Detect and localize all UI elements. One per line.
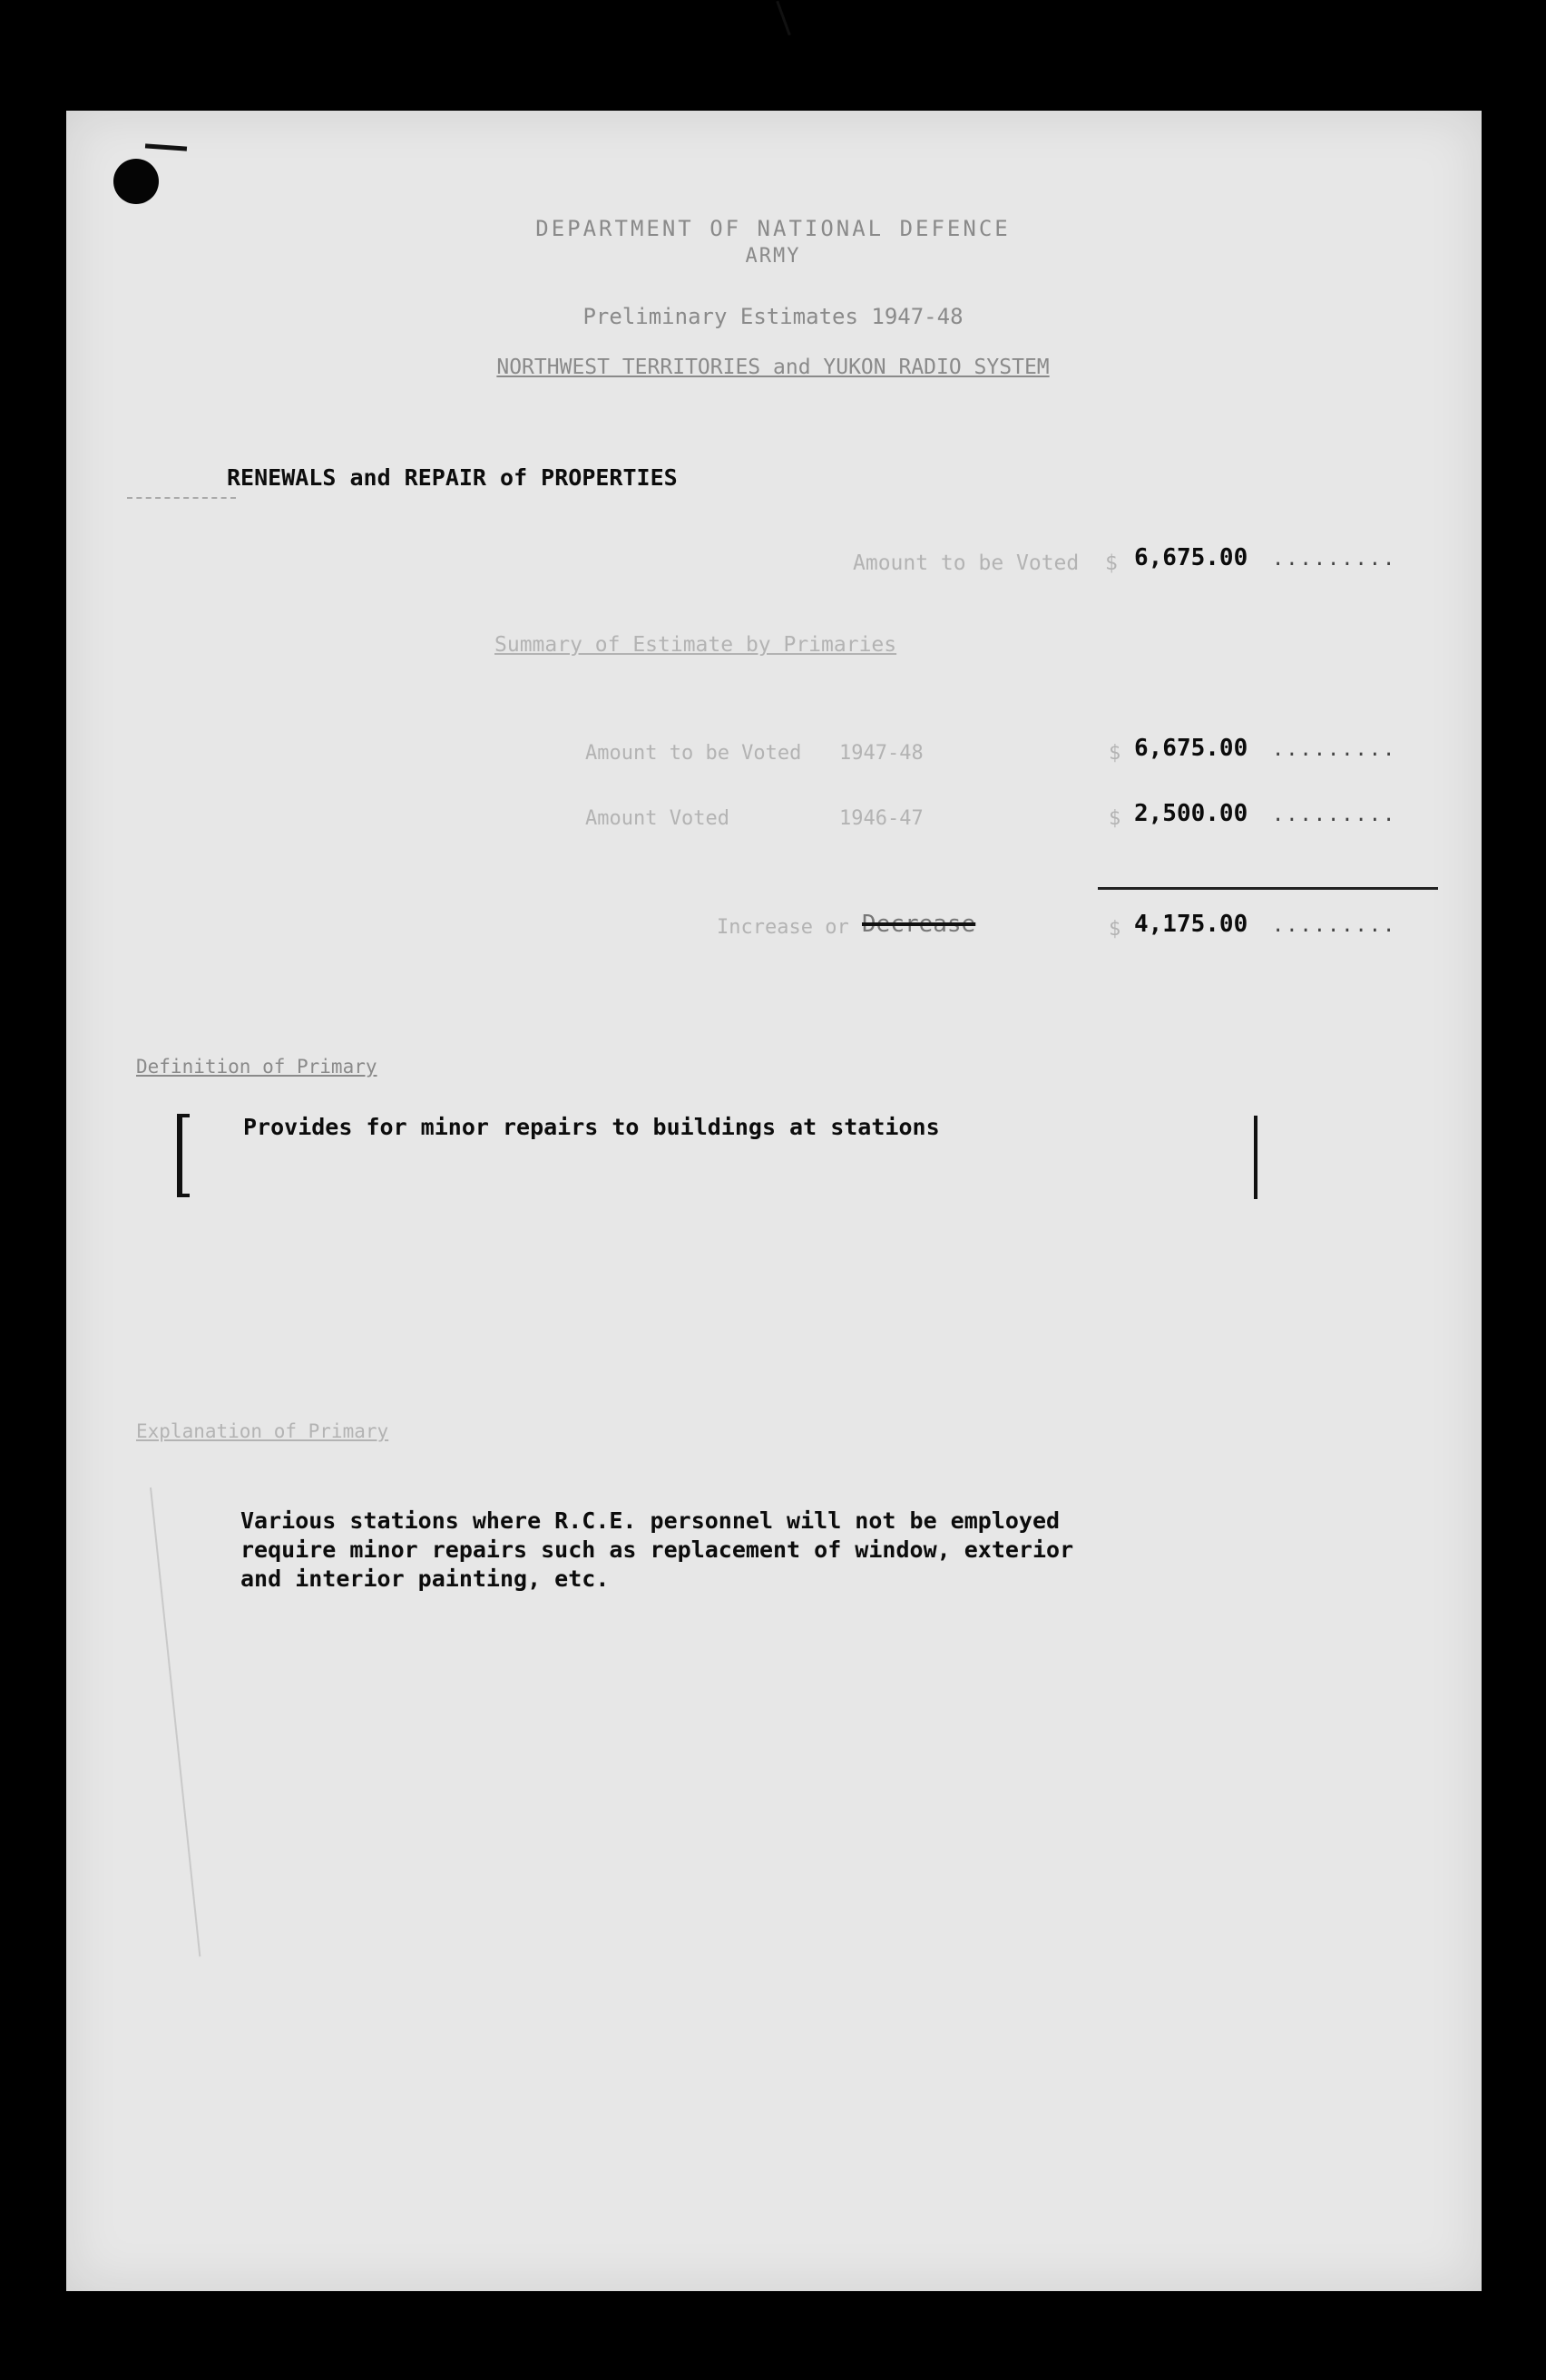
increase-value: 4,175.00 <box>1134 911 1248 938</box>
summary-heading: Summary of Estimate by Primaries <box>494 633 897 657</box>
section-title: RENEWALS and REPAIR of PROPERTIES <box>227 464 678 491</box>
increase-label: Increase or <box>717 916 849 939</box>
leader-dots: ......... <box>1272 914 1397 937</box>
left-bracket-bottom <box>177 1194 190 1197</box>
definition-text: Provides for minor repairs to buildings at stations <box>243 1114 940 1140</box>
summary-row-currency: $ <box>1109 742 1121 765</box>
definition-heading: Definition of Primary <box>136 1056 377 1078</box>
explanation-heading: Explanation of Primary <box>136 1420 389 1442</box>
punch-hole <box>113 159 159 204</box>
right-bracket <box>1254 1116 1257 1199</box>
summary-row-currency: $ <box>1109 807 1121 830</box>
leader-dots: ......... <box>1272 738 1397 761</box>
explanation-line: and interior painting, etc. <box>240 1566 610 1592</box>
summary-row-value: 2,500.00 <box>1134 800 1248 827</box>
summary-row-year: 1947-48 <box>839 742 924 765</box>
explanation-line: require minor repairs such as replacement of window, exterior <box>240 1536 1074 1563</box>
left-bracket <box>177 1114 182 1197</box>
summary-row-label: Amount to be Voted <box>585 742 802 765</box>
amount-voted-label: Amount to be Voted <box>853 551 1080 575</box>
department-name: DEPARTMENT OF NATIONAL DEFENCE <box>535 216 1011 241</box>
amount-voted-currency: $ <box>1105 551 1118 575</box>
summary-row-year: 1946-47 <box>839 807 924 830</box>
total-rule <box>1098 887 1438 890</box>
service-name: ARMY <box>745 245 801 268</box>
summary-row-label: Amount Voted <box>585 807 729 830</box>
document-page <box>66 111 1482 2291</box>
summary-row-value: 6,675.00 <box>1134 735 1248 762</box>
region-title: NORTHWEST TERRITORIES and YUKON RADIO SYSTEM <box>496 356 1050 379</box>
increase-currency: $ <box>1109 918 1121 941</box>
left-bracket-top <box>177 1114 190 1117</box>
amount-voted-value: 6,675.00 <box>1134 544 1248 571</box>
title-leader <box>127 497 236 499</box>
estimates-line: Preliminary Estimates 1947-48 <box>582 304 964 329</box>
leader-dots: ......... <box>1272 548 1397 571</box>
leader-dots: ......... <box>1272 804 1397 826</box>
edge-mark <box>776 1 790 36</box>
increase-struck-word: Decrease <box>862 911 976 938</box>
explanation-line: Various stations where R.C.E. personnel will not be employed <box>240 1507 1061 1534</box>
